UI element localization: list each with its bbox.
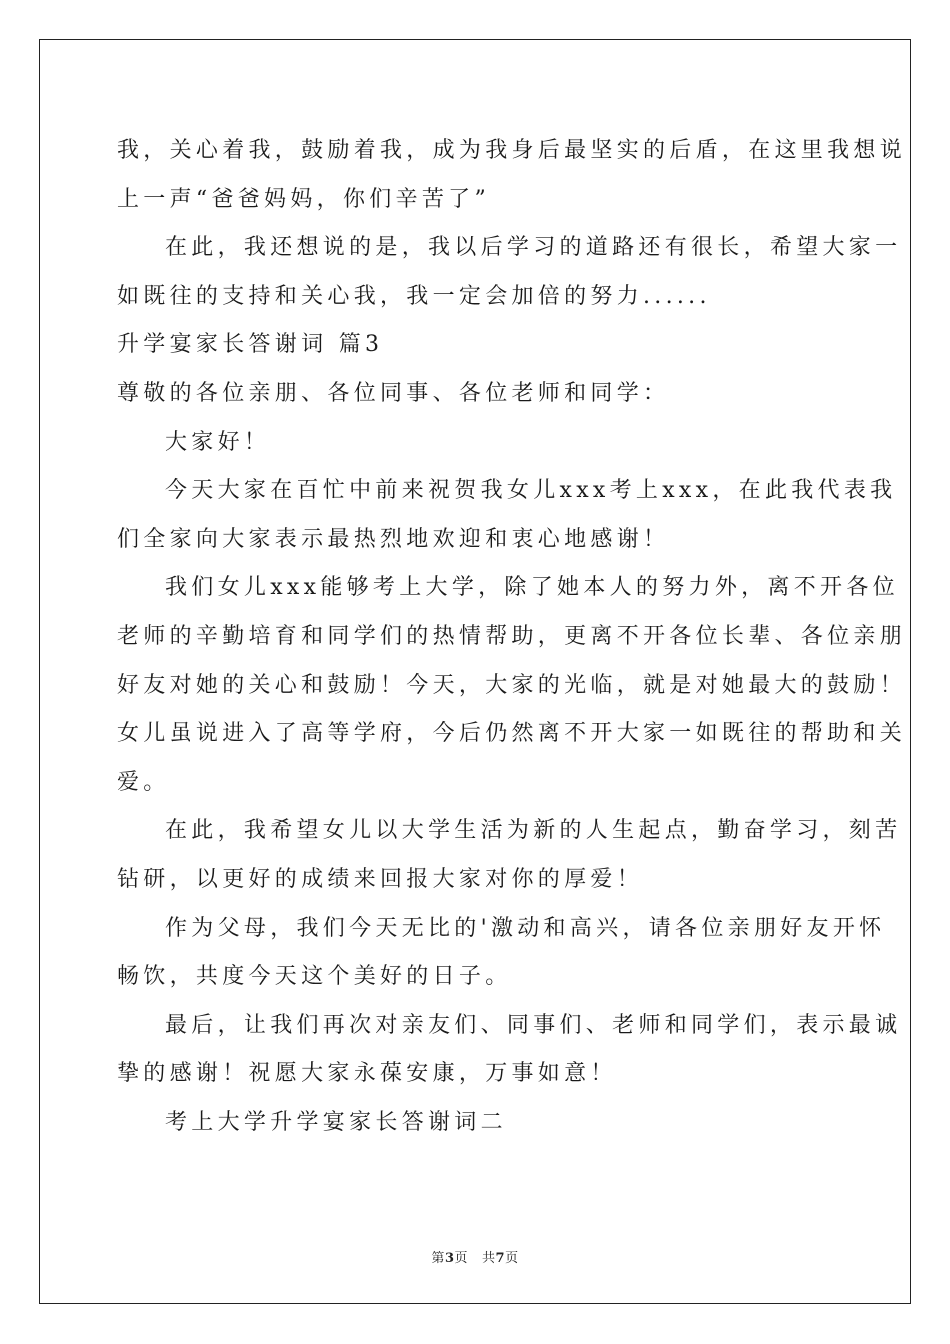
- text-line-4: 如既往的支持和关心我，我一定会加倍的努力......: [117, 283, 711, 309]
- text-line-20: 挚的感谢！祝愿大家永葆安康，万事如意！: [117, 1061, 617, 1087]
- text-line-2: 上一声“爸爸妈妈，你们辛苦了”: [117, 186, 490, 212]
- text-line-1: 我，关心着我，鼓励着我，成为我身后最坚实的后盾，在这里我想说: [117, 138, 907, 163]
- document-body: [117, 127, 907, 1147]
- total-suffix: 页: [505, 1251, 519, 1266]
- greeting: 大家好！: [165, 429, 271, 455]
- total-pages: 7: [495, 1251, 506, 1266]
- page-prefix: 第: [431, 1251, 445, 1266]
- text-line-3: 在此，我还想说的是，我以后学习的道路还有很长，希望大家一: [165, 235, 902, 261]
- text-line-8: 今天大家在百忙中前来祝贺我女儿xxx考上xxx，在此我代表我: [165, 478, 897, 504]
- subsection-title: 考上大学升学宴家长答谢词二: [165, 1109, 507, 1135]
- text-line-16: 钻研，以更好的成绩来回报大家对你的厚爱！: [117, 866, 644, 892]
- text-line-11: 老师的辛勤培育和同学们的热情帮助，更离不开各位长辈、各位亲朋: [117, 623, 907, 649]
- text-line-13: 女儿虽说进入了高等学府，今后仍然离不开大家一如既往的帮助和关: [117, 721, 907, 747]
- text-line-19: 最后，让我们再次对亲友们、同事们、老师和同学们，表示最诚: [165, 1012, 902, 1038]
- text-line-17: 作为父母，我们今天无比的'激动和高兴，请各位亲朋好友开怀: [165, 915, 886, 941]
- page-number: 3: [444, 1251, 455, 1266]
- total-prefix: 共: [482, 1251, 496, 1266]
- text-line-15: 在此，我希望女儿以大学生活为新的人生起点，勤奋学习，刻苦: [165, 818, 902, 844]
- text-line-10: 我们女儿xxx能够考上大学，除了她本人的努力外，离不开各位: [165, 575, 899, 601]
- text-line-18: 畅饮，共度今天这个美好的日子。: [117, 964, 512, 990]
- page-footer: [0, 1247, 950, 1266]
- section-heading: 升学宴家长答谢词 篇3: [117, 332, 384, 358]
- page-suffix: 页: [454, 1251, 468, 1266]
- salutation: 尊敬的各位亲朋、各位同事、各位老师和同学：: [117, 380, 670, 406]
- text-line-14: 爱。: [117, 769, 170, 795]
- text-line-12: 好友对她的关心和鼓励！今天，大家的光临，就是对她最大的鼓励！: [117, 672, 907, 698]
- text-line-9: 们全家向大家表示最热烈地欢迎和衷心地感谢！: [117, 526, 670, 552]
